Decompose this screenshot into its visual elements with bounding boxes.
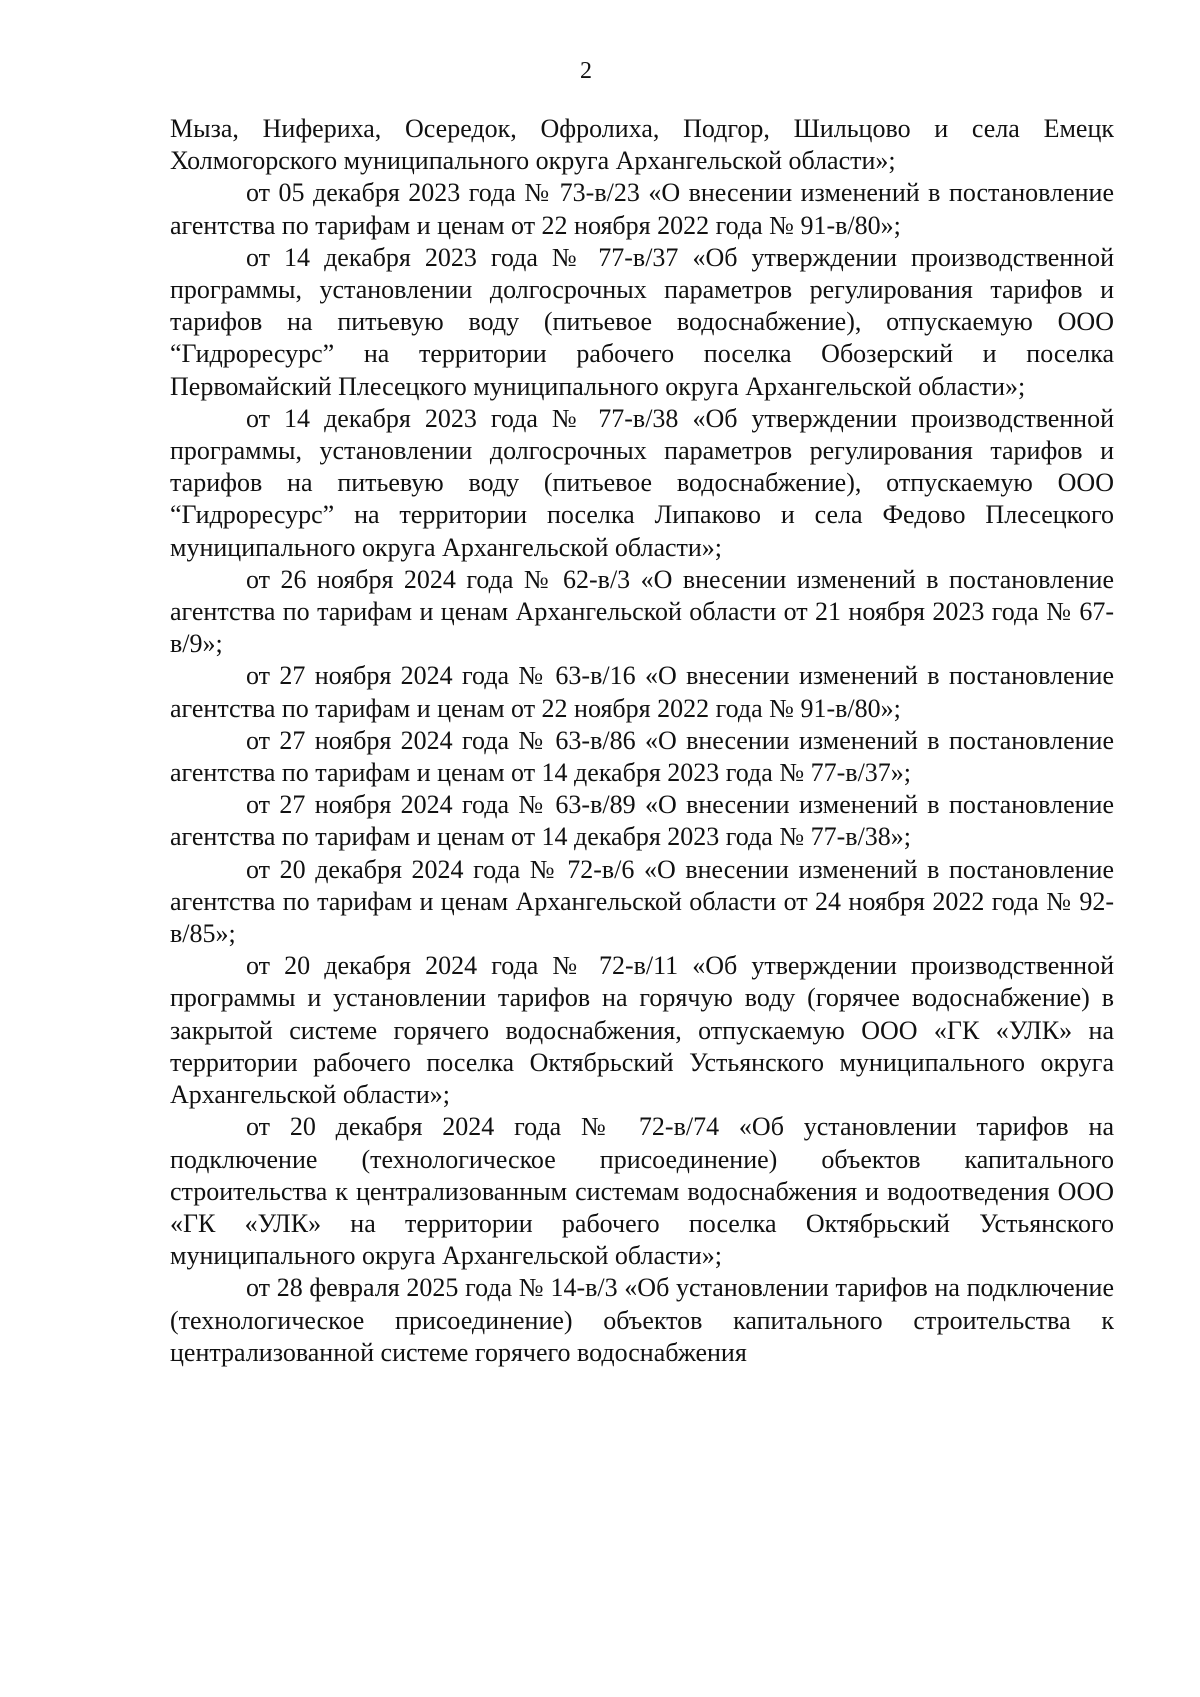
paragraph-resolution-72-v-6: от 20 декабря 2024 года № 72-в/6 «О внесении изменений в постановление агентства по тарифам и ценам Архангельской области от 24 ноября 2022 года № 92-в/85»; xyxy=(170,854,1114,949)
paragraph-resolution-73-v-23: от 05 декабря 2023 года № 73-в/23 «О внесении изменений в постановление агентства по тарифам и ценам от 22 ноября 2022 года № 91-в/80»; xyxy=(170,178,1114,240)
document-body xyxy=(170,113,1114,1369)
paragraph-resolution-77-v-38: от 14 декабря 2023 года № 77-в/38 «Об утверждении производственной программы, установлении долгосрочных параметров регулирования тарифов и тарифов на питьевую воду (питьевое водоснабжение), отпускаемую ООО “Гидроресурс” на территории поселка Липаково и села Федово Плесецкого муниципального округа Архангельской области»; xyxy=(170,403,1114,562)
paragraph-continuation: Мыза, Нифериха, Осередок, Офролиха, Подгор, Шильцово и села Емецк Холмогорского муниципального округа Архангельской области»; xyxy=(170,114,1114,176)
paragraph-resolution-72-v-74: от 20 декабря 2024 года № 72-в/74 «Об установлении тарифов на подключение (технологическое присоединение) объектов капитального строительства к централизованным системам водоснабжения и водоотведения ООО «ГК «УЛК» на территории рабочего поселка Октябрьский Устьянского муниципального округа Архангельской области»; xyxy=(170,1112,1114,1271)
paragraph-resolution-14-v-3: от 28 февраля 2025 года № 14-в/3 «Об установлении тарифов на подключение (технологическое присоединение) объектов капитального строительства к централизованной системе горячего водоснабжения xyxy=(170,1273,1114,1367)
paragraph-resolution-63-v-89: от 27 ноября 2024 года № 63-в/89 «О внесении изменений в постановление агентства по тарифам и ценам от 14 декабря 2023 года № 77-в/38»; xyxy=(170,790,1114,852)
paragraph-resolution-63-v-86: от 27 ноября 2024 года № 63-в/86 «О внесении изменений в постановление агентства по тарифам и ценам от 14 декабря 2023 года № 77-в/37»; xyxy=(170,725,1114,788)
paragraph-resolution-63-v-16: от 27 ноября 2024 года № 63-в/16 «О внесении изменений в постановление агентства по тарифам и ценам от 22 ноября 2022 года № 91-в/80»; xyxy=(170,661,1114,723)
paragraph-resolution-77-v-37: от 14 декабря 2023 года № 77-в/37 «Об утверждении производственной программы, установлении долгосрочных параметров регулирования тарифов и тарифов на питьевую воду (питьевое водоснабжение), отпускаемую ООО “Гидроресурс” на территории рабочего поселка Обозерский и поселка Первомайский Плесецкого муниципального округа Архангельской области»; xyxy=(170,242,1114,401)
paragraph-resolution-62-v-3: от 26 ноября 2024 года № 62-в/3 «О внесении изменений в постановление агентства по тарифам и ценам Архангельской области от 21 ноября 2023 года № 67-в/9»; xyxy=(170,564,1114,659)
page-number: 2 xyxy=(580,58,592,84)
paragraph-resolution-72-v-11: от 20 декабря 2024 года № 72-в/11 «Об утверждении производственной программы и установлении тарифов на горячую воду (горячее водоснабжение) в закрытой системе горячего водоснабжения, отпускаемую ООО «ГК «УЛК» на территории рабочего поселка Октябрьский Устьянского муниципального округа Архангельской области»; xyxy=(170,951,1114,1110)
